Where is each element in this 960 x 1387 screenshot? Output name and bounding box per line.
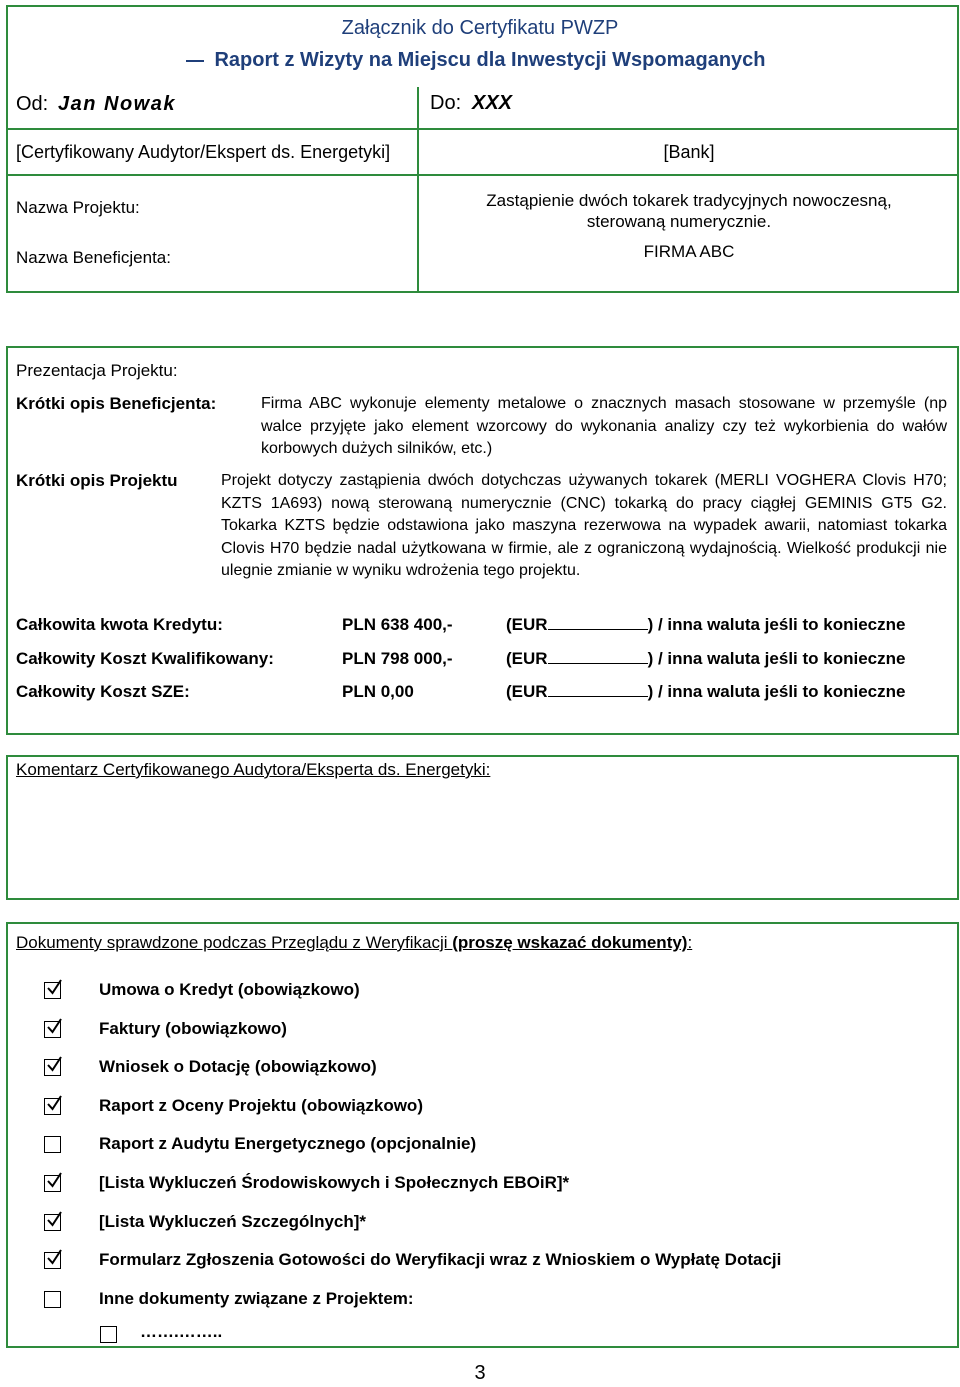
cost-eur-credit (506, 615, 905, 635)
document-item-label: Faktury (obowiązkowo) (99, 1019, 287, 1038)
to-value: XXX (472, 92, 513, 114)
document-checkbox[interactable] (44, 1291, 61, 1308)
documents-heading-bold: (proszę wskazać dokumenty) (452, 933, 688, 952)
eur-blank-field[interactable] (548, 649, 648, 664)
from-value: Jan Nowak (58, 93, 176, 115)
eur-open: (EUR (506, 649, 548, 668)
subtitle-rule (186, 60, 204, 62)
cost-value-qualified: PLN 798 000,- (342, 649, 453, 668)
header-divider-h2 (7, 174, 958, 176)
document-checkbox[interactable] (44, 1098, 61, 1115)
project-desc-label: Krótki opis Projektu (16, 471, 178, 490)
eur-close: ) / inna waluta jeśli to konieczne (647, 682, 906, 701)
certificate-title: Załącznik do Certyfikatu PWZP (341, 17, 619, 39)
cost-label-credit: Całkowita kwota Kredytu: (16, 615, 223, 634)
eur-blank-field[interactable] (548, 615, 648, 630)
document-checkbox[interactable] (44, 1252, 61, 1269)
from-role: [Certyfikowany Audytor/Ekspert ds. Energetyki] (16, 142, 391, 162)
cost-value-credit: PLN 638 400,- (342, 615, 453, 634)
presentation-heading: Prezentacja Projektu: (16, 361, 178, 380)
project-desc: Projekt dotyczy zastąpienia dwóch dotychczas używanych tokarek (MERLI VOGHERA Clovis H70; KZTS 1A693) nową sterowaną numerycznie (CNC) tokarką do pracy ciągłej GEMINIS GT5 G2. Tokarka KZTS będzie odstawiona jako maszyna rezerwowa na wypadek awarii, natomiast tokarka Clovis H70 będzie nadal użytkowana w firmie, ale z ograniczoną wydajnością. Wielkość produkcji nie ulegnie zmianie w wyniku wdrożenia tego projektu. (221, 472, 947, 579)
document-checkbox[interactable] (44, 1175, 61, 1192)
document-item-label: Umowa o Kredyt (obowiązkowo) (99, 980, 360, 999)
other-doc-dots: …….…….. (140, 1322, 223, 1341)
report-subtitle: Raport z Wizyty na Miejscu dla Inwestycji Wspomaganych (214, 49, 766, 71)
eur-open: (EUR (506, 615, 548, 634)
document-checkbox[interactable] (44, 1021, 61, 1038)
documents-heading-prefix: Dokumenty sprawdzone podczas Przeglądu z Weryfikacji (16, 933, 448, 952)
to-label: Do: (430, 92, 462, 114)
document-checkbox[interactable] (44, 1136, 61, 1153)
beneficiary-desc: Firma ABC wykonuje elementy metalowe o znacznych masach stosowane w przemyśle (np walce przyjęte jako element wzorcowy do wykonania analizy czy też wykorbienia do wałów korbowych dużych silników, etc.) (261, 395, 947, 457)
eur-close: ) / inna waluta jeśli to konieczne (647, 649, 906, 668)
beneficiary-label: Nazwa Beneficjenta: (16, 248, 171, 267)
project-name-line2: sterowaną numerycznie. (586, 212, 772, 231)
eur-open: (EUR (506, 682, 548, 701)
project-name-label: Nazwa Projektu: (16, 198, 140, 217)
document-checkbox[interactable] (44, 1214, 61, 1231)
document-checkbox[interactable] (44, 982, 61, 999)
eur-close: ) / inna waluta jeśli to konieczne (647, 615, 906, 634)
page-number: 3 (474, 1362, 486, 1384)
document-item-label: [Lista Wykluczeń Środowiskowych i Społecznych EBOiR]* (99, 1173, 570, 1192)
document-item-label: [Lista Wykluczeń Szczególnych]* (99, 1212, 367, 1231)
cost-eur-sze (506, 682, 905, 702)
cost-value-sze: PLN 0,00 (342, 682, 414, 701)
document-item-label: Raport z Oceny Projektu (obowiązkowo) (99, 1096, 423, 1115)
cost-label-qualified: Całkowity Koszt Kwalifikowany: (16, 649, 274, 668)
cost-eur-qualified (506, 649, 905, 669)
document-item-label: Inne dokumenty związane z Projektem: (99, 1289, 414, 1308)
header-divider-h1 (7, 128, 958, 130)
other-doc-checkbox[interactable] (100, 1326, 117, 1343)
project-name-line1: Zastąpienie dwóch tokarek tradycyjnych nowoczesną, (486, 191, 892, 210)
to-role: [Bank] (663, 142, 715, 162)
cost-label-sze: Całkowity Koszt SZE: (16, 682, 190, 701)
document-checkbox[interactable] (44, 1059, 61, 1076)
eur-blank-field[interactable] (548, 682, 648, 697)
beneficiary-value: FIRMA ABC (643, 242, 735, 261)
document-item-label: Wniosek o Dotację (obowiązkowo) (99, 1057, 377, 1076)
from-label: Od: (16, 93, 49, 115)
comment-heading: Komentarz Certyfikowanego Audytora/Eksperta ds. Energetyki: (16, 760, 491, 779)
documents-heading-suffix: : (687, 933, 693, 952)
document-item-label: Formularz Zgłoszenia Gotowości do Weryfikacji wraz z Wnioskiem o Wypłatę Dotacji (99, 1250, 782, 1269)
documents-heading (16, 933, 692, 953)
beneficiary-desc-label: Krótki opis Beneficjenta: (16, 394, 217, 413)
document-item-label: Raport z Audytu Energetycznego (opcjonalnie) (99, 1134, 477, 1153)
